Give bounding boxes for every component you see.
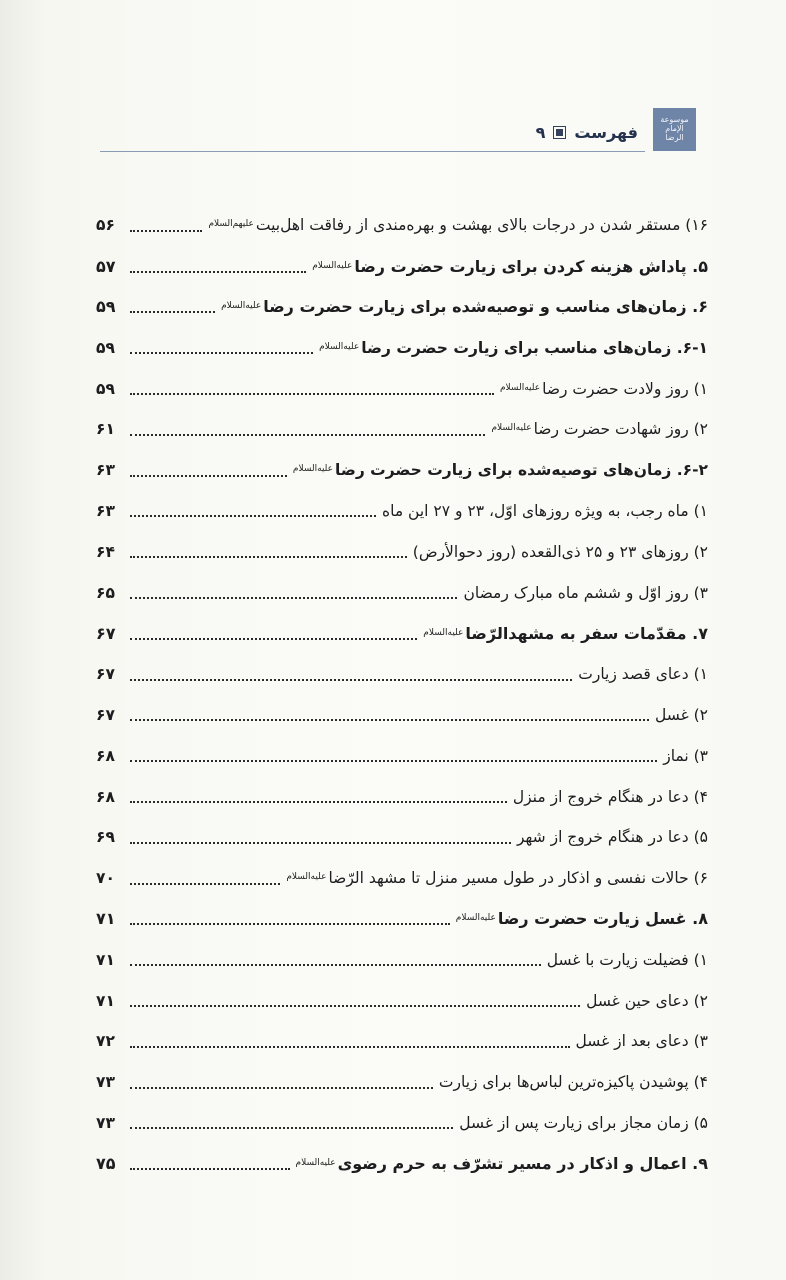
toc-entry[interactable] [96, 899, 708, 940]
toc-entry-title [570, 1032, 708, 1050]
toc-entry-title [453, 1114, 708, 1132]
toc-entry[interactable] [96, 246, 708, 287]
toc-entry-text: ۶-۱. زمان‌های مناسب برای زیارت حضرت رضا [361, 338, 708, 357]
toc-entry-title [280, 869, 708, 887]
toc-entry[interactable] [96, 450, 708, 491]
dot-leader [130, 759, 657, 762]
dot-leader [130, 1004, 580, 1007]
toc-page-number: ۷۳ [96, 1073, 115, 1092]
toc-entry-title [215, 297, 708, 316]
honorific-mark: علیه‌السلام [221, 301, 262, 312]
toc-entry-title [507, 788, 708, 806]
toc-entry[interactable] [96, 1143, 708, 1184]
dot-leader [130, 963, 541, 966]
series-logo [653, 108, 696, 151]
honorific-mark: علیه‌السلام [455, 913, 496, 924]
toc-entry-title [511, 828, 708, 846]
toc-entry[interactable] [96, 287, 708, 328]
toc-entry[interactable] [96, 613, 708, 654]
toc-page-number: ۶۷ [96, 705, 115, 724]
toc-page-number: ۷۳ [96, 1113, 115, 1132]
toc-entry[interactable] [96, 531, 708, 572]
dot-leader [130, 1126, 453, 1129]
toc-entry-text: ۷. مقدّمات سفر به مشهدالرّضا [465, 623, 708, 643]
toc-entry[interactable] [96, 858, 708, 899]
toc-entry-text: ۲) روز شهادت حضرت رضا [533, 420, 708, 439]
toc-entry[interactable] [96, 1062, 708, 1103]
running-head [536, 123, 638, 142]
toc-entry[interactable] [96, 735, 708, 776]
toc-entry-text: ۶-۲. زمان‌های توصیه‌شده برای زیارت حضرت رضا [335, 461, 708, 480]
toc-entry[interactable] [96, 368, 708, 409]
toc-entry[interactable] [96, 939, 708, 980]
toc-entry[interactable] [96, 205, 708, 246]
dot-leader [130, 800, 507, 803]
toc-entry-title [287, 461, 708, 479]
dot-leader [130, 270, 306, 273]
dot-leader [130, 351, 313, 354]
toc-entry[interactable] [96, 327, 708, 368]
dot-leader [130, 514, 376, 517]
toc-entry-title [494, 380, 708, 398]
toc-entry[interactable] [96, 980, 708, 1021]
dot-leader [130, 1045, 570, 1048]
toc-entry-text: ۴) پوشیدن پاکیزه‌ترین لباس‌ها برای زیارت [438, 1073, 708, 1092]
dot-leader [130, 637, 417, 640]
toc-entry-text: ۶) حالات نفسی و اذکار در طول مسیر منزل تا مشهد الرّضا [328, 869, 708, 888]
toc-page-number: ۷۰ [96, 869, 115, 888]
dot-leader [130, 229, 202, 232]
toc-entry-title [376, 502, 708, 520]
toc-entry-title [457, 584, 708, 602]
toc-entry[interactable] [96, 776, 708, 817]
toc-entry[interactable] [96, 572, 708, 613]
toc-entry-title [450, 909, 708, 928]
toc-entry-text: ۵) زمان مجاز برای زیارت پس از غسل [459, 1113, 708, 1132]
toc-page-number: ۵۶ [96, 216, 115, 235]
toc-page-number: ۶۳ [96, 501, 115, 520]
dot-leader [130, 678, 572, 681]
toc-entry-text: ۳) روز اوّل و ششم ماه مبارک رمضان [463, 583, 708, 602]
toc-entry-text: ۳) نماز [663, 746, 708, 765]
square-bullet-icon [553, 126, 566, 139]
toc-entry-title [649, 706, 708, 724]
toc-entry[interactable] [96, 1103, 708, 1144]
toc-entry-title [306, 257, 708, 276]
toc-entry-title [313, 339, 708, 357]
toc-entry-text: ۹. اعمال و اذکار در مسیر تشرّف به حرم رضوی [337, 1154, 708, 1174]
honorific-mark: علیه‌السلام [292, 464, 334, 475]
toc-entry-text: ۶. زمان‌های مناسب و توصیه‌شده برای زیارت حضرت رضا [263, 297, 708, 317]
toc-page-number: ۷۱ [96, 991, 115, 1010]
dot-leader [130, 392, 494, 395]
toc-page-number: ۵۹ [96, 297, 116, 317]
dot-leader [130, 596, 457, 599]
toc-entry-title [407, 543, 708, 561]
dot-leader [130, 841, 511, 844]
toc-entry-text: ۱) فضیلت زیارت با غسل [546, 950, 708, 969]
honorific-mark: علیه‌السلام [491, 423, 532, 434]
logo-line: الرضا [665, 133, 684, 142]
toc-entry-text: ۱۶) مستقر شدن در درجات بالای بهشت و بهره‌مندی از رفاقت اهل‌بیت [255, 216, 708, 235]
dot-leader [130, 718, 649, 721]
toc-entry-text: ۱) ماه رجب، به ویژه روزهای اوّل، ۲۳ و ۲۷ این ماه [381, 501, 708, 520]
dot-leader [130, 882, 280, 885]
toc-entry-text: ۳) دعای بعد از غسل [575, 1032, 708, 1051]
dot-leader [130, 555, 407, 558]
toc-entry-title [433, 1073, 708, 1091]
toc-entry-text: ۸. غسل زیارت حضرت رضا [497, 909, 708, 929]
toc-page-number: ۵۹ [96, 338, 115, 357]
toc-entry-text: ۲) روزهای ۲۳ و ۲۵ ذی‌القعده (روز دحوالأرض) [412, 542, 708, 561]
toc-page-number: ۶۷ [96, 623, 116, 643]
toc-page-number: ۶۴ [96, 542, 115, 561]
toc-page-number: ۷۱ [96, 909, 116, 929]
honorific-mark: علیه‌السلام [423, 627, 464, 638]
honorific-mark: علیه‌السلام [295, 1158, 336, 1169]
toc-page-number: ۶۳ [96, 461, 115, 480]
logo-line: موسوعة [660, 115, 689, 124]
header-rule [100, 151, 645, 152]
toc-entry-title [580, 992, 708, 1010]
toc-entry[interactable] [96, 695, 708, 736]
dot-leader [130, 310, 215, 313]
toc-entry-text: ۱) دعای قصد زیارت [578, 665, 708, 684]
honorific-mark: علیه‌السلام [286, 872, 327, 883]
toc-entry-text: ۵) دعا در هنگام خروج از شهر [516, 828, 708, 847]
toc-entry[interactable] [96, 654, 708, 695]
toc-entry[interactable] [96, 491, 708, 532]
toc-page-number: ۷۲ [96, 1032, 115, 1051]
toc-page-number: ۷۵ [96, 1154, 116, 1174]
toc-entry-text: ۲) غسل [655, 705, 708, 724]
dot-leader [130, 474, 287, 477]
toc-page-number: ۶۸ [96, 746, 115, 765]
dot-leader [130, 1086, 433, 1089]
toc-entry-text: ۴) دعا در هنگام خروج از منزل [512, 787, 708, 806]
toc-entry-title [290, 1154, 709, 1173]
toc-entry-text: ۲) دعای حین غسل [586, 991, 708, 1010]
table-of-contents [96, 205, 708, 1184]
toc-entry[interactable] [96, 817, 708, 858]
toc-page-number: ۶۵ [96, 583, 115, 602]
toc-entry-title [202, 216, 708, 234]
page-header [100, 108, 690, 152]
honorific-mark: علیهم‌السلام [208, 219, 254, 230]
toc-page-number: ۷۱ [96, 950, 115, 969]
dot-leader [130, 922, 450, 925]
toc-entry-title [541, 951, 708, 969]
toc-entry-title [417, 624, 708, 643]
honorific-mark: علیه‌السلام [499, 382, 541, 393]
header-page-number: ۹ [535, 123, 546, 142]
toc-page-number: ۵۷ [96, 256, 116, 276]
logo-line: الإمام [665, 124, 684, 133]
toc-entry[interactable] [96, 409, 708, 450]
toc-entry-title [657, 747, 708, 765]
toc-page-number: ۶۹ [96, 828, 115, 847]
dot-leader [130, 433, 485, 436]
toc-page-number: ۵۹ [96, 379, 115, 398]
honorific-mark: علیه‌السلام [312, 260, 353, 271]
toc-entry-text: ۱) روز ولادت حضرت رضا [542, 379, 708, 398]
toc-entry-text: ۵. پاداش هزینه کردن برای زیارت حضرت رضا [354, 256, 708, 276]
toc-page-number: ۶۸ [96, 787, 115, 806]
toc-page-number: ۶۱ [96, 420, 115, 439]
toc-entry-title [572, 665, 708, 683]
toc-page-number: ۶۷ [96, 665, 115, 684]
dot-leader [130, 1167, 290, 1170]
toc-entry[interactable] [96, 1021, 708, 1062]
header-title: فهرست [574, 123, 638, 142]
toc-entry-title [485, 420, 708, 438]
honorific-mark: علیه‌السلام [319, 341, 360, 352]
